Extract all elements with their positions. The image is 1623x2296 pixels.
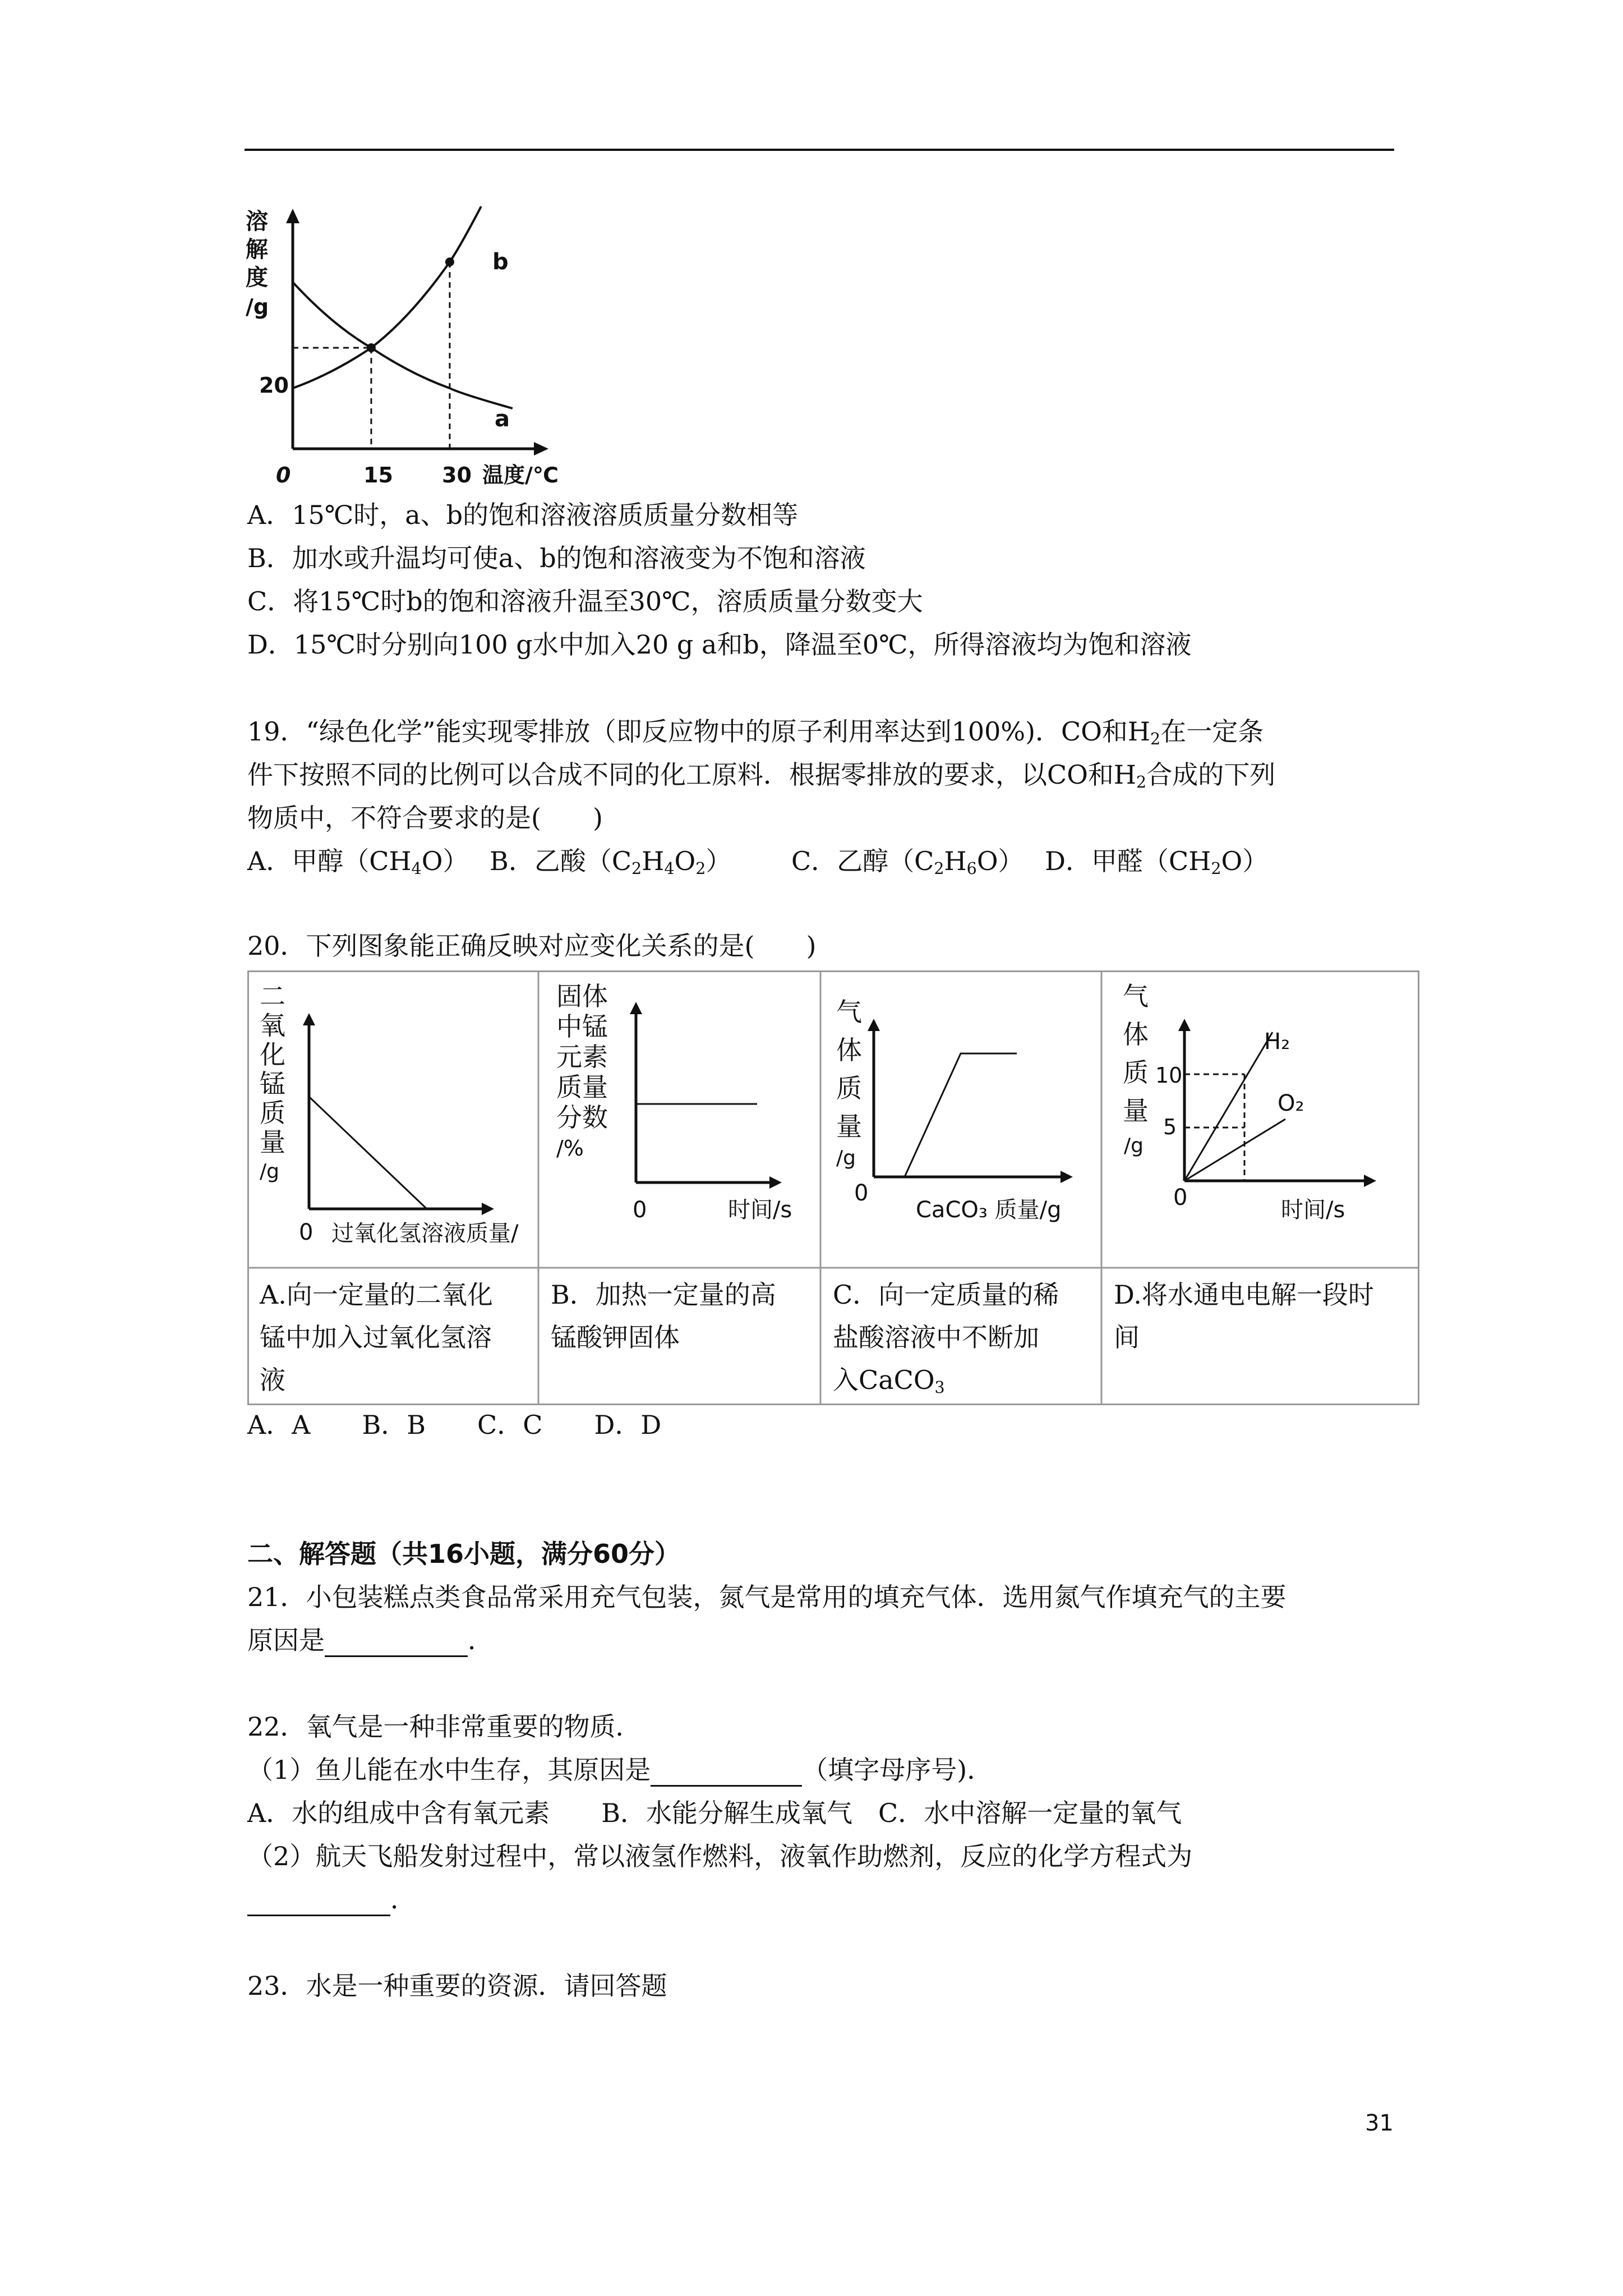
ylabel-unit: /g	[246, 295, 269, 319]
o2-label: O₂	[1278, 1091, 1304, 1116]
origin-label: 0	[276, 463, 291, 487]
ylabel-char: 元素	[556, 1042, 608, 1072]
q19-option-d: D．甲醛$(CH_2O)$	[1045, 846, 1269, 878]
q19-stem-line-1: 19．“绿色化学”能实现零排放（即反应物中的原子利用率达到100%)．CO和$H_2$在一定条	[247, 716, 1264, 749]
h2-label: H₂	[1264, 1029, 1290, 1055]
ylabel-char: 二	[260, 981, 285, 1011]
q19-stem-line-3: 物质中，不符合要求的是( )	[247, 803, 603, 833]
ylabel-char: 质量	[556, 1072, 608, 1102]
caption-c: C．向一定质量的稀 盐酸溶液中不断加 入CaCO$_3$	[833, 1280, 1059, 1397]
q21-line-1: 21．小包装糕点类食品常采用充气包装，氮气是常用的填充气体．选用氮气作填充气的主要	[247, 1582, 1287, 1612]
q22-part-1: （1）鱼儿能在水中生存，其原因是 （填字母序号)．	[247, 1753, 993, 1787]
q22-1-answer-blank[interactable]	[651, 1763, 802, 1787]
page-number: 31	[1365, 2110, 1394, 2136]
curve-a	[293, 282, 513, 408]
ylabel-char: 质	[836, 1073, 862, 1103]
origin-label: 0	[633, 1197, 647, 1223]
arrow-icon	[1364, 1175, 1376, 1187]
y-axis-arrow-icon	[286, 209, 299, 223]
intersection-point	[367, 343, 376, 352]
ylabel-char-3: 度	[246, 265, 268, 291]
ylabel-char: 量	[1123, 1096, 1149, 1126]
q20-answer-options: A．A B．B C．C D．D	[247, 1410, 662, 1440]
unit-label: /%	[556, 1136, 584, 1161]
q20-table	[247, 970, 1419, 1405]
x-axis-arrow-icon	[534, 442, 548, 455]
q18-option-a: A．15℃时，a、b的饱和溶液溶质质量分数相等	[247, 500, 799, 530]
curve-a-label: a	[495, 406, 510, 432]
unit-label: /g	[1124, 1134, 1144, 1157]
origin-label: 0	[1173, 1185, 1188, 1211]
ylabel-char: 固体	[556, 981, 608, 1011]
ylabel-char: 氧	[260, 1010, 285, 1041]
unit-label: /g	[836, 1147, 856, 1170]
h2-line	[1184, 1032, 1272, 1181]
ylabel-char: 中锰	[556, 1011, 608, 1042]
q21-line-2: 原因是 ．	[247, 1623, 494, 1657]
curve-b	[293, 206, 481, 388]
ylabel-char-1: 溶	[246, 209, 268, 234]
arrow-icon	[482, 1203, 494, 1215]
graph-c	[836, 997, 1073, 1223]
ytick-5: 5	[1163, 1115, 1177, 1139]
q18-option-d: D．15℃时分别向100 g水中加入20 g a和b，降温至0℃，所得溶液均为饱和溶液	[247, 629, 1192, 660]
q21-answer-blank[interactable]	[325, 1633, 468, 1657]
ylabel-char: 质	[1123, 1057, 1149, 1088]
ylabel-char: 体	[836, 1035, 862, 1065]
q18-option-c: C．将15℃时b的饱和溶液升温至30℃，溶质质量分数变大	[247, 586, 923, 616]
curve-b-label: b	[492, 249, 509, 275]
graph-b	[556, 981, 792, 1223]
x-axis-label: 过氧化氢溶液质量/	[331, 1221, 519, 1246]
ytick-20: 20	[259, 373, 289, 398]
x-axis-label: 时间/s	[1281, 1197, 1345, 1223]
ylabel-char: 化	[260, 1039, 285, 1070]
q19-option-a: A．甲醇$(CH_4O)$	[247, 846, 469, 878]
arrow-icon	[630, 1002, 642, 1014]
ylabel-char: 锰	[260, 1069, 285, 1099]
guide-lines	[293, 262, 450, 449]
solubility-chart	[241, 202, 589, 494]
caption-b: B．加热一定量的高 锰酸钾固体	[551, 1280, 776, 1352]
ylabel-char-2: 解	[246, 237, 268, 263]
arrow-icon	[303, 1013, 315, 1025]
x-axis-label: 时间/s	[728, 1197, 792, 1223]
ylabel-char: 量	[836, 1111, 862, 1142]
ytick-10: 10	[1155, 1063, 1183, 1088]
q22-2-answer-blank[interactable]	[247, 1892, 390, 1916]
ylabel-char: 体	[1123, 1019, 1149, 1050]
curves	[293, 206, 513, 408]
caption-d: D.将水通电电解一段时 间	[1114, 1280, 1374, 1352]
header-rule	[245, 149, 1394, 151]
q22-2-answer-line: ．	[247, 1883, 416, 1916]
q22-stem: 22．氧气是一种非常重要的物质．	[247, 1711, 642, 1742]
q19-option-b: B．乙酸$(C_2H_4O_2)$	[490, 846, 732, 878]
q22-part-2: （2）航天飞船发射过程中，常以液氢作燃料，液氧作助燃剂，反应的化学方程式为	[247, 1841, 1193, 1871]
q22-options: A．水的组成中含有氧元素 B．水能分解生成氧气 C．水中溶解一定量的氧气	[247, 1798, 1182, 1828]
section-heading: 二、解答题（共16小题，满分60分）	[247, 1539, 681, 1569]
q19-stem-line-2: 件下按照不同的比例可以合成不同的化工原料．根据零排放的要求，以CO和$H_2$合成的下列	[247, 760, 1276, 792]
ylabel-char: 气	[836, 997, 862, 1027]
arrow-icon	[1178, 1019, 1191, 1031]
arrow-icon	[769, 1176, 782, 1189]
origin-label: 0	[299, 1220, 313, 1245]
unit-label: /g	[260, 1160, 279, 1183]
q19-option-c: C．乙醇$(C_2H_6O)$	[791, 846, 1024, 878]
caption-a: A.向一定量的二氧化 锰中加入过氧化氢溶 液	[260, 1280, 493, 1395]
graph-d	[1123, 981, 1376, 1223]
q20-stem: 20．下列图象能正确反映对应变化关系的是( )	[247, 931, 817, 961]
arrow-icon	[1061, 1171, 1073, 1183]
ylabel-char: 分数	[556, 1102, 608, 1133]
xtick-30: 30	[442, 463, 472, 487]
points	[367, 257, 454, 352]
xtick-15: 15	[363, 463, 393, 487]
arrow-icon	[868, 1019, 880, 1031]
x-axis-label: CaCO₃ 质量/g	[916, 1197, 1062, 1223]
origin-label: 0	[854, 1180, 869, 1206]
q19-options	[247, 844, 1268, 878]
x-axis-label: 温度/℃	[482, 463, 559, 487]
ylabel-char: 质	[260, 1098, 285, 1128]
ylabel-char: 气	[1123, 981, 1149, 1011]
point-b-30	[445, 257, 454, 266]
graph-a	[260, 981, 519, 1246]
q18-option-b: B．加水或升温均可使a、b的饱和溶液变为不饱和溶液	[247, 543, 866, 573]
q23-stem: 23．水是一种重要的资源．请回答题	[247, 1971, 667, 2001]
ylabel-char: 量	[260, 1127, 285, 1157]
